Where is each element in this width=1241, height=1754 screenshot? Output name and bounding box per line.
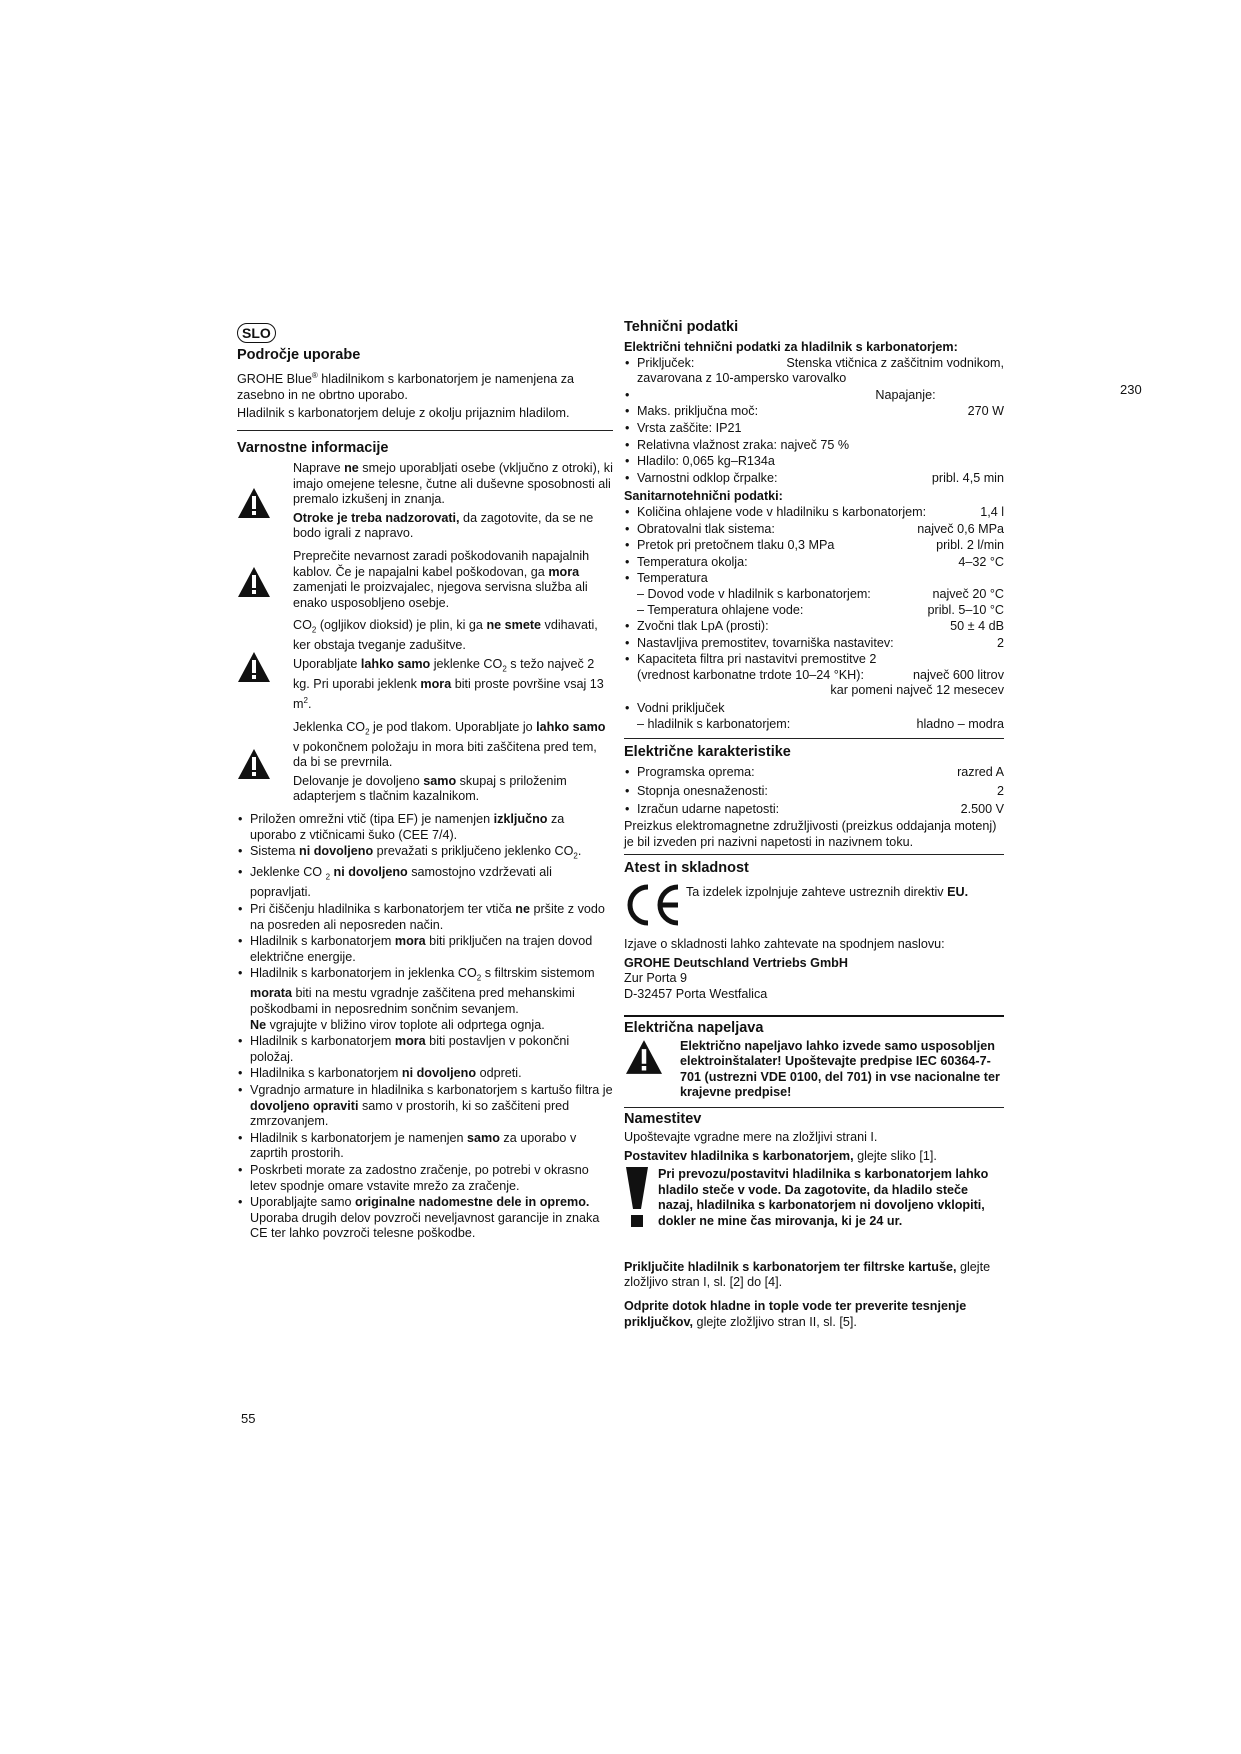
section-title-conformity: Atest in skladnost <box>624 860 749 877</box>
list-item: • Napajanje: <box>624 388 1004 404</box>
section-title-use: Področje uporabe <box>237 347 361 363</box>
warning-triangle-icon <box>624 1039 664 1075</box>
page-number: 55 <box>241 1411 256 1426</box>
address-city: D-32457 Porta Westfalica <box>624 987 768 1001</box>
installation-caution: Pri prevozu/postavitvi hladilnika s karbonatorjem lahko hladilo steče v vode. Da zagotovite, da hladilo steče nazaj, hladilnika s karbonatorjem ni dovoljeno vklopiti, dokler ne mine čas mirovanja, ki je 24 ur. <box>624 1167 1004 1234</box>
address-company: GROHE Deutschland Vertriebs GmbH <box>624 955 848 970</box>
exclamation-icon <box>624 1167 650 1229</box>
list-item: • Temperatura – Dovod vode v hladilnik s karbonatorjem: največ 20 °C – Temperatura ohlajene vode: pribl. 5–10 °C <box>624 571 1004 618</box>
warning-triangle-icon <box>237 651 271 683</box>
install-paragraph-4: Odprite dotok hladne in tople vode ter preverite tesnjenje priključkov, glejte zložljivo stran II, sl. [5]. <box>624 1298 967 1329</box>
warning-block-4: Jeklenka $CO_2$ je pod tlakom. Uporabljate jo lahko samo v pokončnem položaju in mora biti zaščitena pred tem, da bi se prevrnila. Delovanje je dovoljeno samo skupaj s priloženim adapterjem s tlačnim kazalnikom. <box>237 720 613 808</box>
list-item: • Hladilnik s karbonatorjem mora biti postavljen v pokončni položaj. <box>237 1034 613 1065</box>
use-paragraph-2: Hladilnik s karbonatorjem deluje z okolju prijaznim hladilom. <box>237 406 570 421</box>
safety-list <box>237 812 613 1242</box>
list-item: • Jeklenke CO $_2$ ni dovoljeno samostojno vzdrževati ali popravljati. <box>237 865 613 901</box>
list-item: • Sistema ni dovoljeno prevažati s priključeno jeklenko $CO_2$. <box>237 844 613 864</box>
list-item: • Nastavljiva premostitev, tovarniška nastavitev: 2 <box>624 636 1004 652</box>
address-street: Zur Porta 9 <box>624 971 687 986</box>
warning-block-1: Naprave ne smejo uporabljati osebe (vključno z otroki), ki imajo omejene telesne, čutne ali duševne sposobnosti ali premalo izkušenj in znanja. Otroke je treba nadzorovati, da zagotovite, da se ne bodo igrali z napravo. <box>237 461 613 545</box>
section-title-safety: Varnostne informacije <box>237 439 389 456</box>
divider <box>624 854 1004 855</box>
list-item: • Temperatura okolja: 4–32 °C <box>624 555 1004 571</box>
list-item: • Vgradnjo armature in hladilnika s karbonatorjem s kartušo filtra je dovoljeno opraviti samo v prostorih, ki so zaščiteni pred zmrzovanjem. <box>237 1083 613 1130</box>
list-item: • Vrsta zaščite: IP21 <box>624 421 1004 437</box>
list-item: • Maks. priključna moč: 270 W <box>624 404 1004 420</box>
electrical-spec-list <box>624 356 1004 487</box>
install-paragraph-3: Priključite hladilnik s karbonatorjem ter filtrske kartuše, glejte zložljivo stran I, sl. [2] do [4]. <box>624 1259 991 1290</box>
list-item: • Uporabljajte samo originalne nadomestne dele in opremo. Uporaba drugih delov povzroči neveljavnost garancije in znaka CE ter lahko povzroči telesne poškodbe. <box>237 1195 613 1242</box>
subheading-electrical: Električni tehnični podatki za hladilnik s karbonatorjem: <box>624 340 958 354</box>
list-item: • Priložen omrežni vtič (tipa EF) je namenjen izključno za uporabo z vtičnicami šuko (CEE 7/4). <box>237 812 613 843</box>
divider <box>237 430 613 431</box>
list-item: • Poskrbeti morate za zadostno zračenje, po potrebi v okrasno letev spodnje omare vstavite mrežo za zračenje. <box>237 1163 613 1194</box>
subheading-sanitary: Sanitarnotehnični podatki: <box>624 489 783 504</box>
list-item: • Vodni priključek – hladilnik s karbonatorjem: hladno – modra <box>624 701 1004 732</box>
list-item: • Hladilnik s karbonatorjem in jeklenka $CO_2$ s filtrskim sistemom morata biti na mestu vgradnje zaščitena pred mehanskimi poškodbami in neposrednim sončnim sevanjem. Ne vgrajujte v bližino virov toplote ali odprtega ognja. <box>237 966 613 1033</box>
conformity-paragraph: Izjave o skladnosti lahko zahtevate na spodnjem naslovu: <box>624 937 945 952</box>
list-item: • Hladilnika s karbonatorjem ni dovoljeno odpreti. <box>237 1066 613 1082</box>
left-column <box>237 323 613 1243</box>
ce-mark-icon <box>624 883 686 927</box>
divider <box>624 738 1004 739</box>
list-item: • Programska oprema: razred A <box>624 765 1004 781</box>
sanitary-spec-list <box>624 505 1004 732</box>
list-item: • Hladilnik s karbonatorjem mora biti priključen na trajen dovod električne energije. <box>237 934 613 965</box>
list-item: • Varnostni odklop črpalke: pribl. 4,5 min <box>624 471 1004 487</box>
list-item: • Relativna vlažnost zraka: največ 75 % <box>624 438 1004 454</box>
section-title-technical: Tehnični podatki <box>624 319 739 335</box>
list-item: • Količina ohlajene vode v hladilniku s karbonatorjem: 1,4 l <box>624 505 1004 521</box>
section-title-characteristics: Električne karakteristike <box>624 744 791 761</box>
install-paragraph-2: Postavitev hladilnika s karbonatorjem, glejte sliko [1]. <box>624 1148 937 1163</box>
ce-block: Ta izdelek izpolnjuje zahteve ustreznih direktiv EU. <box>624 883 1004 927</box>
divider <box>624 1107 1004 1108</box>
install-paragraph-1: Upoštevajte vgradne mere na zložljivi strani I. <box>624 1129 878 1144</box>
list-item: • Priključek: Stenska vtičnica z zaščitnim vodnikom, zavarovana z 10-ampersko varovalko <box>624 356 1004 387</box>
emc-paragraph: Preizkus elektromagnetne združljivosti (preizkus oddajanja motenj) je bil izveden pri nazivni napetosti in nazivnem toku. <box>624 819 997 849</box>
warning-block-2: Preprečite nevarnost zaradi poškodovanih napajalnih kablov. Če je napajalni kabel poškodovan, ga mora zamenjati le proizvajalec, njegova servisna služba ali enako usposobljeno osebje. <box>237 549 613 614</box>
warning-triangle-icon <box>237 487 271 519</box>
electrical-warning: Električno napeljavo lahko izvede samo usposobljen elektroinštalater! Upoštevajte predpise IEC 60364-7-701 (ustrezni VDE 0100, del 701) in vse nacionalne ter krajevne predpise! <box>624 1039 1004 1101</box>
warning-triangle-icon <box>237 748 271 780</box>
warning-triangle-icon <box>237 566 271 598</box>
section-title-installation: Namestitev <box>624 1110 702 1127</box>
list-item: • Stopnja onesnaženosti: 2 <box>624 784 1004 800</box>
language-badge: SLO <box>237 323 276 343</box>
list-item: • Kapaciteta filtra pri nastavitvi premostitve 2 (vrednost karbonatne trdote 10–24 °KH): največ 600 litrov kar pomeni največ 12 mesecev <box>624 652 1004 699</box>
stray-number: 230 <box>1120 382 1142 397</box>
section-title-electrical-install: Električna napeljava <box>624 1019 764 1036</box>
list-item: • Obratovalni tlak sistema: največ 0,6 MPa <box>624 522 1004 538</box>
characteristics-list <box>624 765 1004 818</box>
list-item: • Hladilnik s karbonatorjem je namenjen samo za uporabo v zaprtih prostorih. <box>237 1131 613 1162</box>
list-item: • Hladilo: 0,065 kg–R134a <box>624 454 1004 470</box>
list-item: • Izračun udarne napetosti: 2.500 V <box>624 802 1004 818</box>
use-paragraph: GROHE Blue® hladilnikom s karbonatorjem je namenjena za zasebno in ne obrtno uporabo. <box>237 371 575 402</box>
right-column <box>624 318 1004 1333</box>
warning-block-3: $CO_2$ (ogljikov dioksid) je plin, ki ga ne smete vdihavati, ker obstaja tveganje zadušitve. Uporabljate lahko samo jeklenke $CO_2$ s težo največ 2 kg. Pri uporabi jeklenk mora biti proste površine vsaj 13 $m^2$. <box>237 618 613 715</box>
list-item: • Zvočni tlak LpA (prosti): 50 ± 4 dB <box>624 619 1004 635</box>
list-item: • Pretok pri pretočnem tlaku 0,3 MPa pribl. 2 l/min <box>624 538 1004 554</box>
divider <box>624 1015 1004 1017</box>
list-item: • Pri čiščenju hladilnika s karbonatorjem ter vtiča ne pršite z vodo na posreden ali neposreden način. <box>237 902 613 933</box>
